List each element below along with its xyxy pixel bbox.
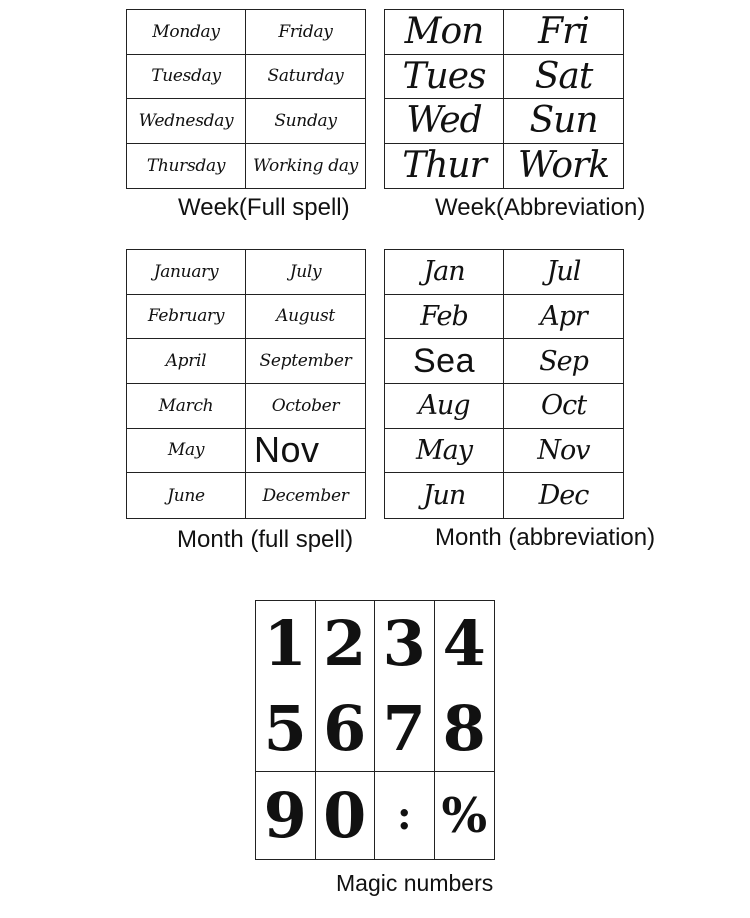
week-full-cell: Tuesday [127, 55, 246, 100]
week-full-cell: Thursday [127, 144, 246, 189]
month-abbr-cell: Jul [504, 250, 623, 295]
number-cell: 1 [256, 601, 316, 686]
month-full-cell: February [127, 295, 246, 340]
month-abbr-cell: Nov [504, 429, 623, 474]
week-full-caption: Week(Full spell) [178, 194, 350, 221]
week-abbr-grid [384, 9, 624, 189]
number-cell: 8 [442, 692, 486, 765]
week-abbr-cell: Sat [504, 55, 623, 100]
month-full-cell: September [246, 339, 365, 384]
number-cell: 0 [316, 771, 376, 859]
month-full-cell: October [246, 384, 365, 429]
week-full-cell: Sunday [246, 99, 365, 144]
month-abbr-cell: Apr [504, 295, 623, 340]
month-abbr-grid [384, 249, 624, 519]
month-abbr-cell: May [385, 429, 504, 474]
number-cell: 2 [316, 601, 376, 686]
month-abbr-cell: Feb [385, 295, 504, 340]
month-full-grid [126, 249, 366, 519]
month-abbr-cell: Sea [385, 339, 504, 384]
week-abbr-cell: Work [517, 145, 610, 187]
number-cell: % [435, 771, 495, 859]
month-abbr-cell: Sep [504, 339, 623, 384]
month-abbr-cell: Oct [504, 384, 623, 429]
month-full-cell: January [127, 250, 246, 295]
week-full-cell: Monday [127, 10, 246, 55]
week-full-cell: Wednesday [127, 99, 246, 144]
number-cell: 5 [256, 686, 316, 771]
month-abbr-caption: Month (abbreviation) [435, 524, 656, 551]
number-cell: : [375, 771, 435, 859]
week-full-cell: Saturday [246, 55, 365, 100]
week-full-cell: Working day [253, 155, 358, 176]
month-abbr-cell: Jan [385, 250, 504, 295]
month-full-cell: April [127, 339, 246, 384]
week-abbr-cell: Wed [385, 99, 504, 144]
month-full-caption: Month (full spell) [177, 526, 354, 553]
week-abbr-cell: Tues [385, 55, 504, 100]
numbers-grid [255, 600, 495, 860]
number-cell: 6 [316, 686, 376, 771]
number-cell: 9 [256, 771, 316, 859]
month-full-cell: August [246, 295, 365, 340]
month-full-cell: March [127, 384, 246, 429]
month-full-cell: July [246, 250, 365, 295]
week-abbr-caption: Week(Abbreviation) [435, 194, 646, 221]
month-full-cell: June [127, 473, 246, 518]
number-cell: 7 [375, 686, 435, 771]
month-abbr-cell: Dec [538, 480, 589, 512]
week-abbr-cell: Fri [504, 10, 623, 55]
week-full-cell: Friday [246, 10, 365, 55]
month-abbr-cell: Aug [385, 384, 504, 429]
month-abbr-cell: Jun [385, 473, 504, 518]
week-full-grid [126, 9, 366, 189]
numbers-caption: Magic numbers [336, 870, 494, 896]
week-abbr-cell: Thur [385, 144, 504, 189]
number-cell: 3 [375, 601, 435, 686]
number-cell: 4 [442, 607, 486, 680]
week-abbr-cell: Mon [385, 10, 504, 55]
month-full-cell: Nov [246, 429, 365, 474]
month-full-cell: December [262, 485, 349, 506]
week-abbr-cell: Sun [504, 99, 623, 144]
month-full-cell: May [127, 429, 246, 474]
